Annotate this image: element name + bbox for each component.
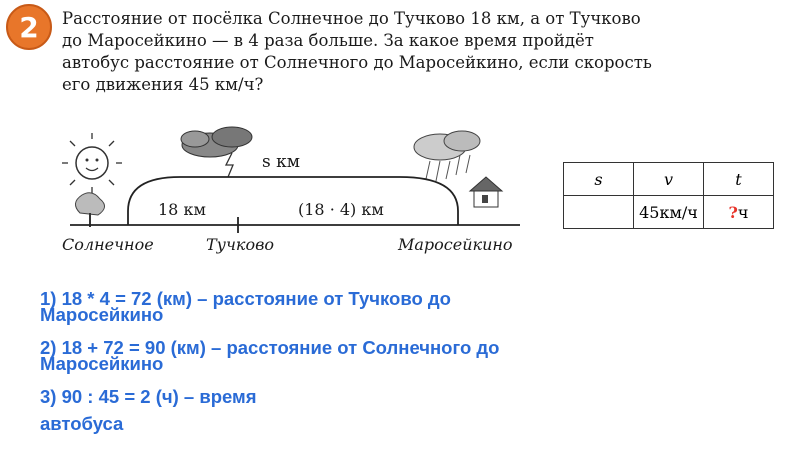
problem-line-1: Расстояние от посёлка Солнечное до Тучково 18 км, а от Тучково <box>62 9 641 28</box>
problem-text <box>62 8 790 96</box>
problem-number: 2 <box>19 10 39 44</box>
problem-line-2: до Маросейкино — в 4 раза больше. За какое время пройдёт <box>62 31 594 50</box>
header-s: s <box>564 163 634 196</box>
solution-step-3: 3) 90 : 45 = 2 (ч) – время автобуса <box>40 386 257 434</box>
solution-step-1: 1) 18 * 4 = 72 (км) – расстояние от Тучково до Маросейкино <box>40 288 451 325</box>
total-distance-label: s км <box>262 152 300 172</box>
segment2-label: (18 · 4) км <box>298 200 384 219</box>
question-mark: ? <box>728 202 738 222</box>
cell-v: 45км/ч <box>634 196 704 229</box>
problem-line-3: автобус расстояние от Солнечного до Маросейкино, если скорость <box>62 53 652 72</box>
problem-number-badge <box>6 4 52 50</box>
hours-unit: ч <box>737 202 749 222</box>
header-v: v <box>634 163 704 196</box>
town-maroseykino: Маросейкино <box>398 235 513 254</box>
problem-line-4: его движения 45 км/ч? <box>62 75 264 94</box>
solution-step-2: 2) 18 + 72 = 90 (км) – расстояние от Солнечного до Маросейкино <box>40 337 500 374</box>
cell-s <box>564 196 634 229</box>
sun-icon <box>62 133 122 193</box>
cell-t <box>704 196 774 229</box>
town-solnechnoe: Солнечное <box>62 235 154 254</box>
tree-icon <box>75 193 104 227</box>
house-icon <box>470 177 502 207</box>
town-tuchkovo: Тучково <box>206 235 275 254</box>
route-diagram <box>0 115 560 245</box>
table-header-row <box>564 163 774 196</box>
svt-table <box>563 162 774 229</box>
rain-cloud-icon <box>414 131 480 181</box>
table-value-row <box>564 196 774 229</box>
cloud-icon <box>181 127 252 177</box>
segment1-label: 18 км <box>158 200 206 219</box>
header-t: t <box>704 163 774 196</box>
